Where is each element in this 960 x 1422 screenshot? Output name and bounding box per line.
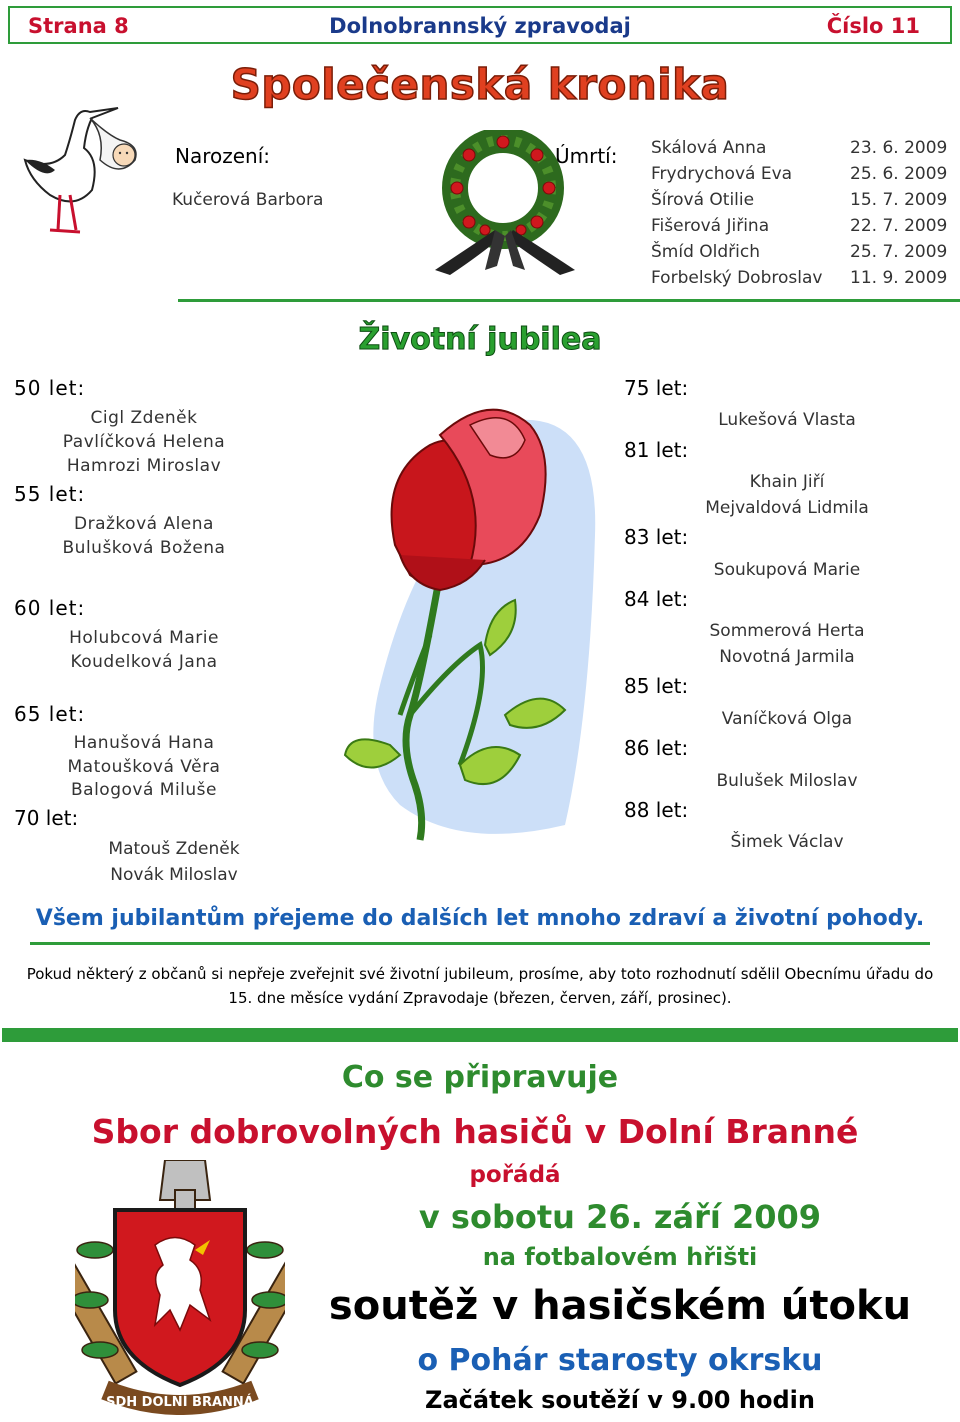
- jubilee-name: Dražková Alena: [74, 514, 214, 534]
- sdh-logo: [75, 1160, 285, 1415]
- rose-icon: [340, 385, 610, 850]
- jubilee-name: Sommerová Herta: [709, 621, 865, 641]
- age-label: 75 let:: [624, 376, 689, 400]
- death-row: [651, 216, 951, 242]
- age-label: 65 let:: [14, 702, 86, 726]
- jubilee-name: Khain Jiří: [749, 472, 825, 492]
- page-title: Společenská kronika: [230, 60, 730, 109]
- page-number: Strana 8: [28, 14, 129, 38]
- logo-text: SDH DOLNÍ BRANNÁ: [106, 1395, 254, 1410]
- jubilee-name: Vaníčková Olga: [721, 709, 853, 729]
- event-cup: o Pohár starosty okrsku: [417, 1343, 823, 1378]
- event-organizer: Sbor dobrovolných hasičů v Dolní Branné: [91, 1112, 859, 1151]
- deaths-list: [651, 138, 951, 294]
- jubilee-name: Matoušková Věra: [67, 757, 221, 777]
- age-label: 83 let:: [624, 525, 689, 549]
- jubilee-name: Bulušek Miloslav: [716, 771, 858, 791]
- age-label: 88 let:: [624, 798, 689, 822]
- births-label: Narození:: [175, 144, 271, 168]
- age-label: 60 let:: [14, 596, 86, 620]
- event-name: soutěž v hasičském útoku: [328, 1283, 912, 1329]
- privacy-note: Pokud některý z občanů si nepřeje zveřejnit své životní jubileum, prosíme, aby toto rozhodnutí sdělil Obecnímu úřadu do 15. dne měsíce vydání Zpravodaje (březen, červen, září, prosinec).: [26, 965, 934, 1007]
- jubilee-name: Matouš Zdeněk: [108, 839, 240, 859]
- death-date: 15. 7. 2009: [850, 190, 948, 210]
- death-row: [651, 164, 951, 190]
- death-date: 25. 6. 2009: [850, 164, 948, 184]
- age-label: 50 let:: [14, 376, 86, 400]
- jubilee-name: Novák Miloslav: [110, 865, 238, 885]
- jubilee-name: Šimek Václav: [730, 832, 844, 852]
- jubilee-name: Hamrozi Miroslav: [66, 456, 222, 476]
- jubilees-title: Životní jubilea: [358, 322, 602, 357]
- event-place: na fotbalovém hřišti: [482, 1243, 758, 1271]
- jubilee-name: Cigl Zdeněk: [90, 408, 198, 428]
- death-row: [651, 138, 951, 164]
- birth-name: Kučerová Barbora: [172, 190, 324, 210]
- jubilee-name: Balogová Miluše: [71, 780, 217, 800]
- publication-title: Dolnobrannský zpravodaj: [329, 14, 631, 38]
- jubilee-name: Pavlíčková Helena: [62, 432, 226, 452]
- jubilee-name: Novotná Jarmila: [719, 647, 855, 667]
- jubilee-name: Hanušová Hana: [73, 733, 215, 753]
- jubilee-name: Soukupová Marie: [713, 560, 861, 580]
- event-date: v sobotu 26. září 2009: [418, 1198, 822, 1236]
- stork-icon: [20, 100, 170, 240]
- death-name: Šírová Otilie: [651, 190, 755, 210]
- death-name: Skálová Anna: [651, 138, 767, 158]
- jubilee-wish: Všem jubilantům přejeme do dalších let mnoho zdraví a životní pohody.: [35, 906, 925, 931]
- jubilee-name: Mejvaldová Lidmila: [705, 498, 869, 518]
- wish-underline: [30, 942, 930, 945]
- death-name: Fišerová Jiřina: [651, 216, 770, 236]
- death-row: [651, 268, 951, 294]
- age-label: 81 let:: [624, 438, 689, 462]
- death-name: Šmíd Oldřich: [651, 242, 760, 262]
- age-label: 55 let:: [14, 482, 86, 506]
- death-date: 22. 7. 2009: [850, 216, 948, 236]
- death-row: [651, 242, 951, 268]
- deaths-label: Úmrtí:: [555, 144, 618, 168]
- death-name: Forbelský Dobroslav: [651, 268, 823, 288]
- section-divider: [178, 299, 960, 302]
- age-label: 86 let:: [624, 736, 689, 760]
- issue-number: Číslo 11: [826, 14, 920, 38]
- age-label: 85 let:: [624, 674, 689, 698]
- death-name: Frydrychová Eva: [651, 164, 793, 184]
- jubilee-name: Bulušková Božena: [62, 538, 226, 558]
- event-verb: pořádá: [469, 1162, 561, 1188]
- death-date: 11. 9. 2009: [850, 268, 948, 288]
- jubilee-name: Lukešová Vlasta: [718, 410, 856, 430]
- death-row: [651, 190, 951, 216]
- event-start: Začátek soutěží v 9.00 hodin: [425, 1386, 815, 1414]
- age-label: 70 let:: [14, 806, 79, 830]
- upcoming-heading: Co se připravuje: [341, 1060, 619, 1095]
- section-divider-thick: [2, 1028, 958, 1042]
- death-date: 25. 7. 2009: [850, 242, 948, 262]
- jubilee-name: Koudelková Jana: [70, 652, 218, 672]
- age-label: 84 let:: [624, 587, 689, 611]
- jubilee-name: Holubcová Marie: [69, 628, 219, 648]
- death-date: 23. 6. 2009: [850, 138, 948, 158]
